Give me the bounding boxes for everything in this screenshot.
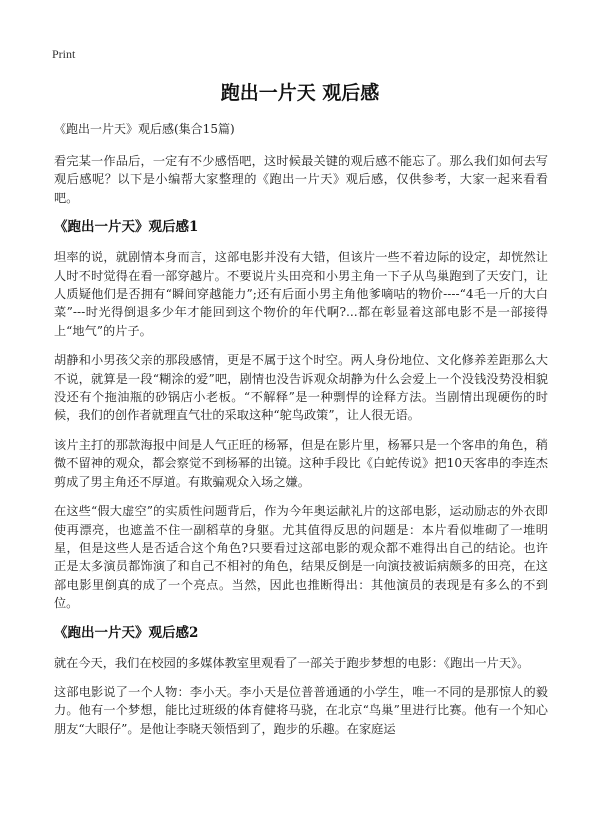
section-heading-1: 《跑出一片天》观后感1 xyxy=(54,219,199,236)
section-1-paragraph-2: 胡静和小男孩父亲的那段感情，更是不属于这个时空。两人身份地位、文化修养差距那么大不说，就算是一段“糊涂的爱”吧，剧情也没告诉观众胡静为什么会爱上一个没钱没势没相貌没还有个拖油瓶的砂锅店小老板。“不解释”是一种剽悍的诠释方法。当剧情出现硬伤的时候，我们的创作者就理直气壮的采取这种“鸵鸟政策”，让人很无语。 xyxy=(54,353,548,423)
print-link[interactable]: Print xyxy=(52,47,76,61)
document-title: 跑出一片天 观后感 xyxy=(220,82,380,104)
document-body xyxy=(54,121,548,749)
section-1-paragraph-1: 坦率的说，就剧情本身而言，这部电影并没有大错，但该片一些不着边际的设定，却恍然让人时不时觉得在看一部穿越片。不要说片头田亮和小男主角一下子从鸟巢跑到了天安门，让人质疑他们是否拥有“瞬间穿越能力”;还有后面小男主角他爹嘀咕的物价----“4毛一斤的大白菜”---时光得倒退多少年才能回到这个物价的年代啊?...都在彰显着这部电影不是一部接得上“地气”的片子。 xyxy=(54,250,548,338)
section-2-paragraph-1: 就在今天，我们在校园的多媒体教室里观看了一部关于跑步梦想的电影：《跑出一片天》。 xyxy=(54,655,530,670)
section-2-paragraph-2: 这部电影说了一个人物：李小天。李小天是位普普通通的小学生，唯一不同的是那惊人的毅力。他有一个梦想，能比过班级的体育健将马骁，在北京“鸟巢”里进行比赛。他有一个知心朋友“大眼仔”。是他让李晓天领悟到了，跑步的乐趣。在家庭运 xyxy=(54,684,548,736)
section-1-paragraph-4: 在这些“假大虚空”的实质性问题背后，作为今年奥运献礼片的这部电影，运动励志的外衣即使再漂亮，也遮盖不住一副稻草的身躯。尤其值得反思的问题是：本片看似堆砌了一堆明星，但是这些人是否适合这个角色?只要看过这部电影的观众都不难得出自己的结论。也许正是太多演员都饰演了和自己不相衬的角色，结果反倒是一向演技被诟病颇多的田亮，在这部电影里倒真的成了一个亮点。当然，因此也推断得出：其他演员的表现是有多么的不到位。 xyxy=(54,504,548,611)
section-heading-2: 《跑出一片天》观后感2 xyxy=(54,624,199,641)
section-1-paragraph-3: 该片主打的那款海报中间是人气正旺的杨幂，但是在影片里，杨幂只是一个客串的角色，稍微不留神的观众，都会察觉不到杨幂的出镜。这种手段比《白蛇传说》把10天客串的李连杰剪成了男主角还不厚道。有欺骗观众入场之嫌。 xyxy=(54,437,548,489)
document-subtitle: 《跑出一片天》观后感(集合15篇) xyxy=(54,122,235,136)
intro-paragraph: 看完某一作品后，一定有不少感悟吧，这时候最关键的观后感不能忘了。那么我们如何去写观后感呢？以下是小编帮大家整理的《跑出一片天》观后感，仅供参考，大家一起来看看吧。 xyxy=(54,154,548,205)
